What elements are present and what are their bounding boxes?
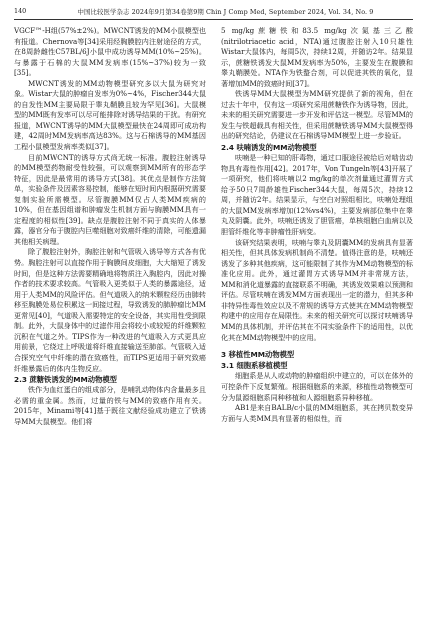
right-column — [221, 26, 413, 424]
left-column — [14, 26, 206, 427]
section-heading: 2.4 呋喃诱发的MM动物模型 — [221, 143, 317, 153]
body-paragraph: 细胞系是从人或动物的肿瘤组织中建立的，可以在体外的可控条件下反复繁殖。根据细胞系的来源，移植性动物模型可分为鼠源细胞系同种移植和人源细胞系异种移植。 — [221, 371, 413, 402]
body-paragraph: 呋喃是一种已知的肝毒物，通过口服途径被给后对啮齿动物具有毒性作用[42]。2017年，Von Tungeln等[43]开展了一项研究，他们将呋喃以2 mg/kg的单次剂量通过灌胃方式给予50只7周龄雄性Fischer344大鼠，每周5次，持续12周，并随访2年。结果显示，与空白对照组相比，呋喃处理组的大鼠MM发病率增加(12%vs4%)，主要发病部位集中在睾丸及阴囊。此外，呋喃还诱发了胆管癌，单核细胞白血病以及胆管纤维化等非肿瘤性肝病变。 — [221, 153, 413, 237]
journal-citation: 中国比较医学杂志 2024年9月第34卷第9期 Chin J Comp Med, September 2024, Vol. 34, No. 9 — [77, 7, 374, 16]
body-paragraph: 目前MWCNT的诱导方式尚无统一标准。腹腔注射诱导的MM模型药物耐受性较强，可以观察到MM所有的形态学特征，因此是最常用的诱导方式[38]。其优点是制作方法简单，实验条件及因素容易控制，能够在短时间内根据研究需要复制实验所需模型。尽管腹膜MM仅占人类MM疾病的10%，但在基因组谱和肿瘤发生机制方面与胸膜MM具有一定程度的相似性[39]。缺点是腹腔注射不同于真实的人体暴露，器官分布于腹腔内巨噬细胞对致癌纤维的清除，可能遗漏其他相关病理。 — [14, 152, 206, 246]
running-header — [14, 5, 413, 17]
body-paragraph: 铁诱导MM大鼠模型为MM研究提供了新的视角，但在过去十年中，仅有这一项研究采用蔗糖铁作为诱导物，因此，未来的相关研究需要进一步开发和评估这一模型。尽管MM的发生与铁超载具有相关性，但采用蔗糖铁诱导MM大鼠模型得出的研究结论，仍建议在石棉诱导MM模型上进一步验证。 — [221, 89, 413, 141]
body-paragraph: VGCF™-H组(57%±2%)。MWCNT诱发的MM小鼠模型也有报道。Chernova等[34]采用经胸膜腔内注射途径的方式，在8周龄雌性C57BL/6J小鼠中成功诱导MM(10%~25%)。与暴露于石棉的大鼠MM发病率(15%~37%)较为一致[35]。 — [14, 26, 206, 78]
body-paragraph: 除了腹腔注射外，胸腔注射和气管吸入诱导等方式各有优势。胸腔注射可以直接作用于胸膜间皮细胞，大大缩短了诱发时间，但是这种方法需要精确地将物质注入胸腔内，因此对操作者的技术要求较高。气管吸入更类似于人类的暴露途径，适用于人类MM的风险评估。但气道吸入的纳米颗粒经历由肺转移至胸膜处易位积累这一间接过程，导致诱发的肺肿瘤比MM更常见[40]，气道吸入需要特定的安全设备，其实用性受到限制。此外，大鼠身体中的过滤作用会将较小或较短的纤维颗粒沉积在气道之外。TIPS作为一种改进的气道吸入方式更具应用前景，它绕过上呼吸道将纤维直接输送至肺部。气管吸入适合探究空气中纤维的潜在致癌性，而TIPS更适用于研究致癌纤维暴露后的体内生物反应。 — [14, 247, 206, 373]
body-paragraph: 5 mg/kg蔗糖铁和83.5 mg/kg次氮基三乙酸(nitrilotriacetic acid，NTA)通过腹腔注射入10只雄性Wistar大鼠体内，每周5次，持续12周，并随访2年。结果显示，蔗糖铁诱发大鼠MM发病率为50%，主要发生在腹膜和睾丸鞘膜处。NTA作为铁螯合剂，可以促进其铁的氧化，显著增加MM的致癌时间[37]。 — [221, 26, 413, 88]
body-paragraph: 该研究结果表明，呋喃与睾丸及阴囊MM的发病具有显著相关性，但其具体发病机制尚不清楚。值得注意的是，呋喃还诱发了多种其他疾病，这可能限制了其作为MM动物模型的标准化应用。此外，通过灌胃方式诱导MM并非常规方法，MM和消化道暴露的直接联系不明确，其诱发效果难以预测和评估。尽管呋喃在诱发MM方面表现出一定的潜力，但其多种非特异性毒性效应以及不常规的诱导方式使其在MM动物模型构建中的应用存在局限性。未来的相关研究可以探讨呋喃诱导MM的具体机制，并评估其在不同实验条件下的适用性，以优化其在MM动物模型中的应用。 — [221, 237, 413, 342]
section-heading: 3 移植性MM动物模型 — [221, 350, 295, 360]
page-number: 140 — [14, 7, 27, 15]
body-paragraph: AB1是来自BALB/c小鼠的MM细胞系，其在拷贝数变异方面与人类MM具有显著的相似性，而 — [221, 403, 413, 423]
body-paragraph: 铁作为血红蛋白的组成部分，是哺乳动物体内含量最多且必需的重金属。然而，过量的铁与MM的致癌作用有关。2015年，Minami等[41]基于既往文献经验成功建立了铁诱导MM大鼠模型。他们将 — [14, 385, 206, 426]
header-rule — [14, 19, 413, 20]
body-paragraph: MWCNT诱发的MM动物模型研究多以大鼠为研究对象。Wistar大鼠的肿瘤自发率为0%~4%，Fischer344大鼠的自发性MM主要局限于睾丸鞘膜且较为罕见[36]。大鼠模型的MM既有发率可以尽可能排除对诱导结果的干扰。有研究报道，MWCNT诱导的MM大鼠模型最快在24周即可成功构建，42周时MM发病率高达83%。这与石棉诱导的MM基因工程小鼠模型发病率类似[37]。 — [14, 78, 206, 152]
section-heading: 2.3 蔗糖铁诱发的MM动物模型 — [14, 375, 117, 385]
section-heading: 3.1 细胞系移植模型 — [221, 361, 288, 371]
